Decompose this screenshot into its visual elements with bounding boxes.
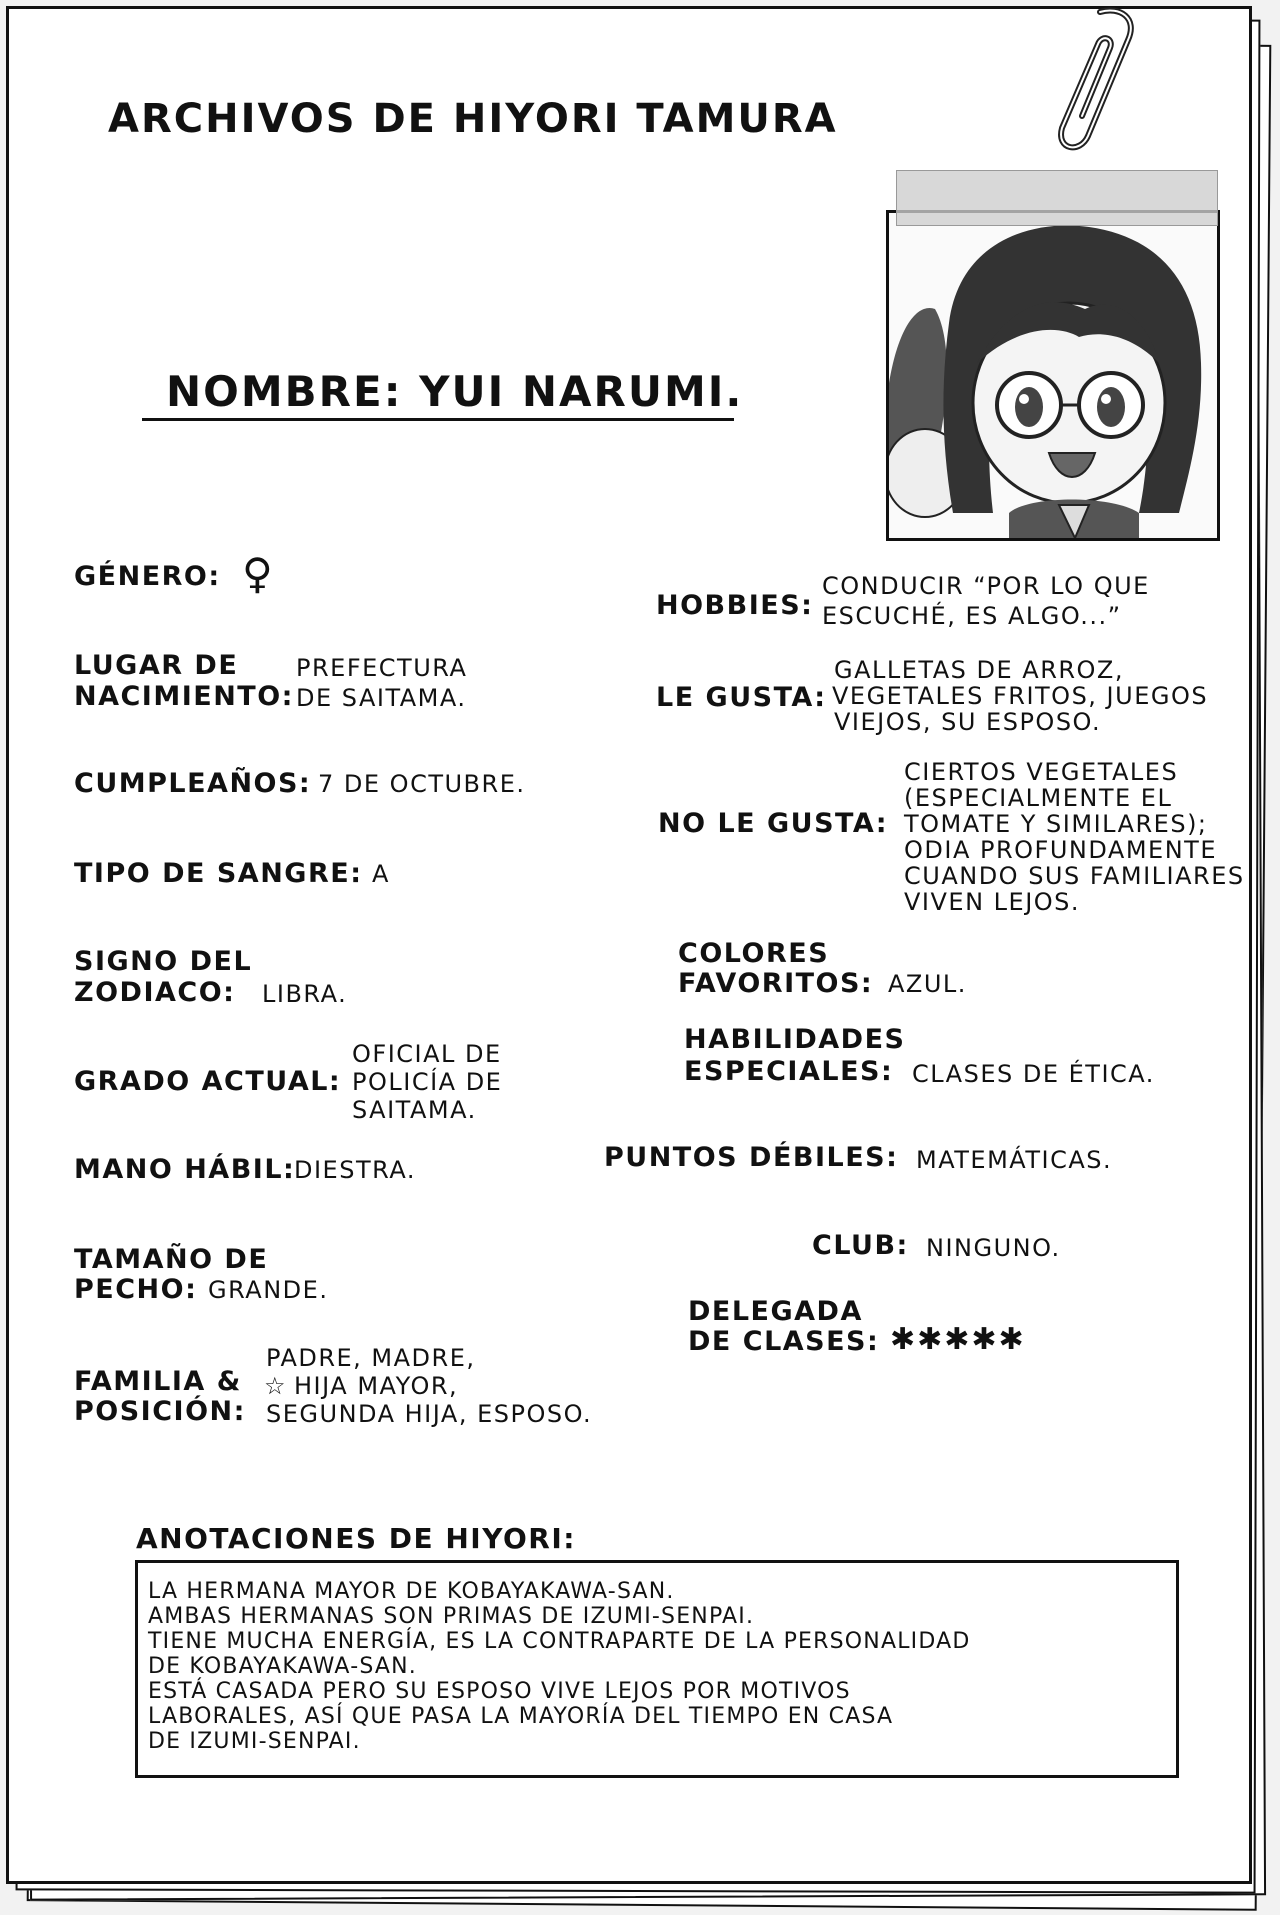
label-lugar: NACIMIENTO: [74, 681, 294, 712]
note-line: TIENE MUCHA ENERGÍA, ES LA CONTRAPARTE DE LA PERSONALIDAD [148, 1629, 971, 1654]
value-no-le-gusta: ODIA PROFUNDAMENTE [904, 836, 1217, 864]
value-familia: SEGUNDA HIJA, ESPOSO. [266, 1400, 593, 1428]
value-no-le-gusta: CUANDO SUS FAMILIARES [904, 862, 1245, 890]
notes-title: ANOTACIONES DE HIYORI: [136, 1522, 576, 1555]
character-name: NOMBRE: YUI NARUMI. [166, 367, 744, 416]
value-hobbies: CONDUCIR “POR LO QUE [822, 572, 1150, 600]
name-underline [142, 418, 734, 421]
value-lugar: PREFECTURA [296, 654, 468, 682]
label-mano: MANO HÁBIL: [74, 1154, 296, 1185]
label-colores: FAVORITOS: [678, 968, 874, 999]
label-no-le-gusta: NO LE GUSTA: [658, 808, 889, 839]
label-habilidades: ESPECIALES: [684, 1056, 894, 1087]
label-grado: GRADO ACTUAL: [74, 1066, 342, 1097]
label-colores: COLORES [678, 938, 830, 969]
label-lugar: LUGAR DE [74, 650, 239, 681]
value-no-le-gusta: VIVEN LEJOS. [904, 888, 1081, 916]
value-club: NINGUNO. [926, 1234, 1061, 1262]
notes-box [135, 1560, 1179, 1778]
note-line: DE IZUMI-SENPAI. [148, 1729, 361, 1754]
paperclip-icon [1042, 4, 1152, 164]
value-zodiaco: LIBRA. [262, 980, 348, 1008]
value-cumpleanos: 7 DE OCTUBRE. [318, 770, 526, 798]
label-delegada: DELEGADA [688, 1296, 863, 1327]
star-icon: ☆ [264, 1372, 288, 1400]
value-mano: DIESTRA. [294, 1156, 416, 1184]
label-familia: FAMILIA & [74, 1366, 242, 1397]
value-grado: SAITAMA. [352, 1096, 477, 1124]
portrait-illustration [889, 213, 1217, 538]
tape-strip [896, 170, 1218, 226]
label-familia: POSICIÓN: [74, 1396, 246, 1427]
value-le-gusta: VEGETALES FRITOS, JUEGOS [832, 682, 1209, 710]
value-hobbies: ESCUCHÉ, ES ALGO...” [822, 602, 1122, 630]
label-genero: GÉNERO: [74, 561, 221, 592]
value-habilidades: CLASES DE ÉTICA. [912, 1060, 1155, 1088]
label-sangre: TIPO DE SANGRE: [74, 858, 363, 889]
value-colores: AZUL. [888, 970, 967, 998]
value-pecho: GRANDE. [208, 1276, 329, 1304]
label-le-gusta: LE GUSTA: [656, 682, 827, 713]
note-line: LABORALES, ASÍ QUE PASA LA MAYORÍA DEL TIEMPO EN CASA [148, 1704, 894, 1729]
value-familia: HIJA MAYOR, [294, 1372, 459, 1400]
value-no-le-gusta: TOMATE Y SIMILARES); [904, 810, 1208, 838]
character-portrait [886, 210, 1220, 541]
note-line: DE KOBAYAKAWA-SAN. [148, 1654, 418, 1679]
note-line: LA HERMANA MAYOR DE KOBAYAKAWA-SAN. [148, 1579, 675, 1604]
label-cumpleanos: CUMPLEAÑOS: [74, 768, 312, 799]
label-zodiaco: ZODIACO: [74, 977, 236, 1008]
label-delegada: DE CLASES: [688, 1326, 880, 1357]
value-le-gusta: GALLETAS DE ARROZ, [834, 656, 1125, 684]
female-symbol-icon: ♀ [242, 549, 273, 598]
value-puntos-debiles: MATEMÁTICAS. [916, 1146, 1113, 1174]
note-line: AMBAS HERMANAS SON PRIMAS DE IZUMI-SENPAI. [148, 1604, 755, 1629]
label-habilidades: HABILIDADES [684, 1024, 906, 1055]
label-hobbies: HOBBIES: [656, 590, 814, 621]
delegada-stars: ✱✱✱✱✱ [890, 1322, 1026, 1357]
value-sangre: A [372, 860, 390, 888]
label-club: CLUB: [812, 1230, 909, 1261]
value-no-le-gusta: (ESPECIALMENTE EL [904, 784, 1173, 812]
value-familia: PADRE, MADRE, [266, 1344, 476, 1372]
value-grado: OFICIAL DE [352, 1040, 502, 1068]
value-no-le-gusta: CIERTOS VEGETALES [904, 758, 1179, 786]
page-title: ARCHIVOS DE HIYORI TAMURA [108, 96, 838, 142]
note-line: ESTÁ CASADA PERO SU ESPOSO VIVE LEJOS POR MOTIVOS [148, 1679, 851, 1704]
value-le-gusta: VIEJOS, SU ESPOSO. [834, 708, 1102, 736]
label-puntos-debiles: PUNTOS DÉBILES: [604, 1142, 899, 1173]
label-pecho: TAMAÑO DE [74, 1244, 269, 1275]
value-grado: POLICÍA DE [352, 1068, 503, 1096]
label-zodiaco: SIGNO DEL [74, 946, 253, 977]
label-pecho: PECHO: [74, 1274, 198, 1305]
value-lugar: DE SAITAMA. [296, 684, 467, 712]
